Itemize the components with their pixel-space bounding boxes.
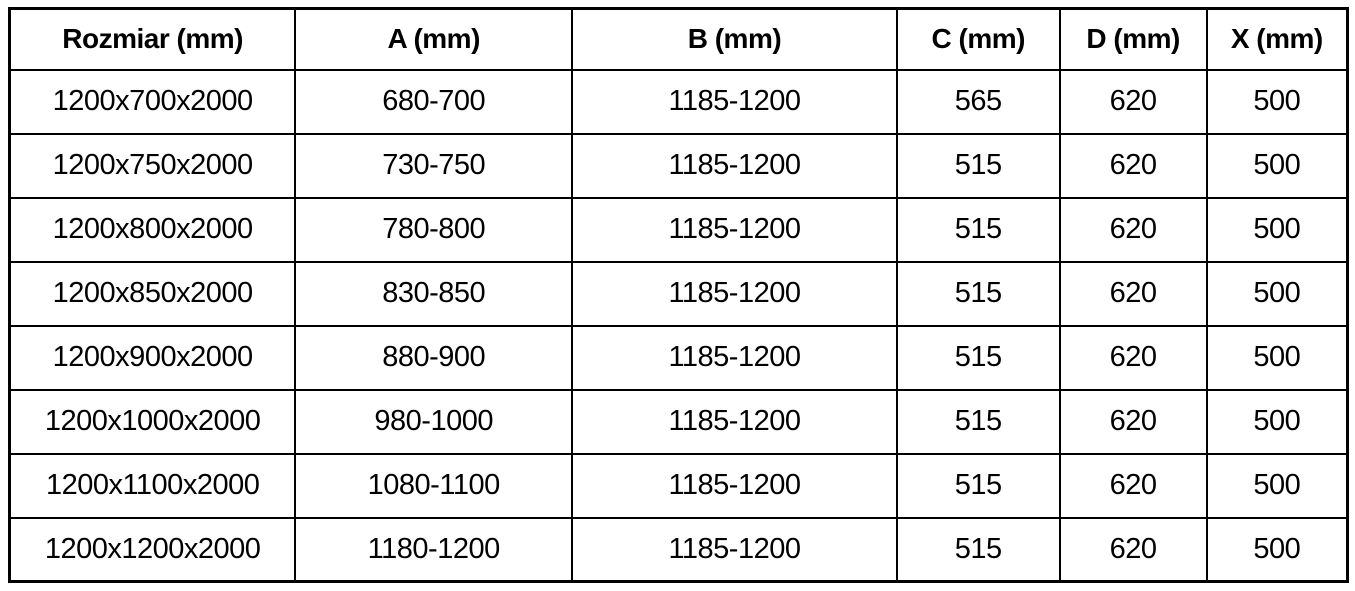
table-row [10,518,1348,582]
table-cell: 515 [897,262,1060,326]
table-cell: 500 [1207,390,1348,454]
table-cell: 620 [1060,326,1207,390]
table-cell: 830-850 [295,262,572,326]
table-header [10,9,1348,70]
table-cell: 500 [1207,326,1348,390]
table-cell: 1185-1200 [572,390,897,454]
table-cell: 780-800 [295,198,572,262]
table-cell: 1185-1200 [572,198,897,262]
header-cell-col-1: A (mm) [295,9,572,70]
table-cell: 500 [1207,262,1348,326]
table-cell: 620 [1060,518,1207,582]
table-cell: 565 [897,70,1060,134]
table-cell: 515 [897,134,1060,198]
header-cell-col-2: B (mm) [572,9,897,70]
header-cell-col-4: D (mm) [1060,9,1207,70]
table-cell: 1185-1200 [572,262,897,326]
table-row [10,262,1348,326]
table-cell: 515 [897,518,1060,582]
table-row [10,390,1348,454]
table-cell: 515 [897,326,1060,390]
table-cell: 880-900 [295,326,572,390]
table-cell: 620 [1060,454,1207,518]
table-cell: 1200x1200x2000 [10,518,296,582]
table-body [10,70,1348,582]
table-cell: 1200x1100x2000 [10,454,296,518]
header-cell-col-3: C (mm) [897,9,1060,70]
table-cell: 515 [897,390,1060,454]
size-specification-table [8,7,1349,583]
table-row [10,198,1348,262]
table-cell: 1080-1100 [295,454,572,518]
table-cell: 1185-1200 [572,70,897,134]
table-cell: 1200x1000x2000 [10,390,296,454]
table-cell: 620 [1060,198,1207,262]
table-row [10,134,1348,198]
table-cell: 730-750 [295,134,572,198]
table-cell: 500 [1207,70,1348,134]
table-cell: 1200x750x2000 [10,134,296,198]
table-cell: 1200x700x2000 [10,70,296,134]
table-cell: 1200x800x2000 [10,198,296,262]
header-cell-col-0: Rozmiar (mm) [10,9,296,70]
table-cell: 620 [1060,70,1207,134]
table-cell: 500 [1207,518,1348,582]
table-cell: 500 [1207,134,1348,198]
table-cell: 680-700 [295,70,572,134]
table-cell: 515 [897,454,1060,518]
table-cell: 1185-1200 [572,134,897,198]
table-row [10,326,1348,390]
table-cell: 620 [1060,390,1207,454]
header-row [10,9,1348,70]
table-cell: 980-1000 [295,390,572,454]
table-cell: 1180-1200 [295,518,572,582]
table-cell: 620 [1060,134,1207,198]
table-cell: 1200x850x2000 [10,262,296,326]
table-cell: 1185-1200 [572,326,897,390]
header-cell-col-5: X (mm) [1207,9,1348,70]
table-cell: 620 [1060,262,1207,326]
table-cell: 1185-1200 [572,454,897,518]
table-cell: 500 [1207,198,1348,262]
table-row [10,70,1348,134]
table-cell: 1185-1200 [572,518,897,582]
table-row [10,454,1348,518]
table-cell: 515 [897,198,1060,262]
table-cell: 1200x900x2000 [10,326,296,390]
table-cell: 500 [1207,454,1348,518]
